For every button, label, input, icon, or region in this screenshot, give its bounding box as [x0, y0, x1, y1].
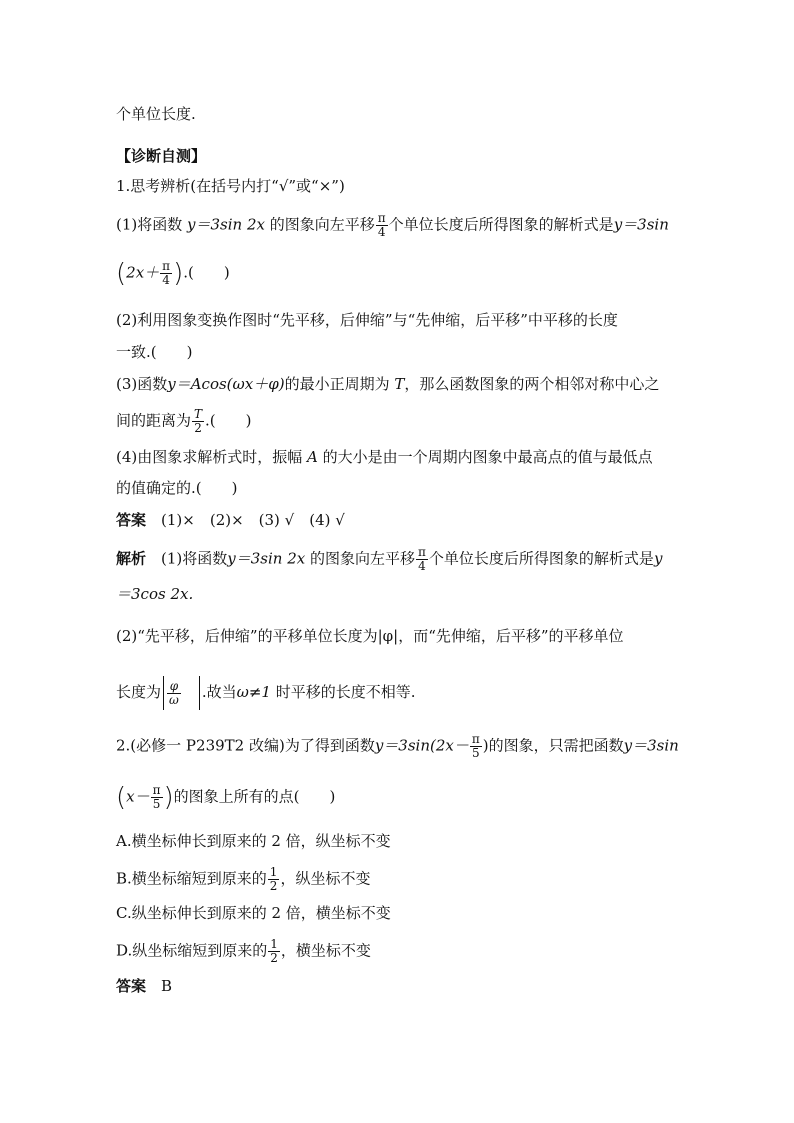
question-1-item-3-cont: 间的距离为 $\frac{T}{2}$ .( ) — [116, 407, 252, 435]
fraction-pi-4: $\frac{\pi}{4}$ — [377, 211, 386, 239]
question-1-item-2-cont: 一致.( ) — [116, 343, 193, 361]
explanation-1-cont: ＝3cos 2x. — [116, 585, 194, 603]
question-1-item-1-cont: (2x＋ $\frac{\pi}{4}$ ).( ) — [116, 258, 230, 289]
option-d: D.纵坐标缩短到原来的 $\frac{1}{2}$ ，横坐标不变 — [116, 937, 371, 965]
option-c: C.纵坐标伸长到原来的 2 倍，横坐标不变 — [116, 904, 391, 922]
question-1-item-4: (4)由图象求解析式时，振幅 A 的大小是由一个周期内图象中最高点的值与最低点 — [116, 448, 653, 466]
question-2-cont: (x－ $\frac{\pi}{5}$ )的图象上所有的点( ) — [116, 782, 336, 813]
question-1-item-2: (2)利用图象变换作图时“先平移，后伸缩”与“先伸缩，后平移”中平移的长度 — [116, 311, 618, 329]
question-1-item-4-cont: 的值确定的.( ) — [116, 479, 238, 497]
answer-1: 答案 (1)× (2)× (3) √ (4) √ — [116, 511, 345, 529]
question-1-title: 1.思考辨析(在括号内打“√”或“×”) — [116, 177, 345, 195]
text-line: 个单位长度. — [116, 105, 196, 123]
explanation-2: (2)“先平移，后伸缩”的平移单位长度为|φ|，而“先伸缩，后平移”的平移单位 — [116, 627, 624, 645]
question-2: 2.(必修一 P239T2 改编)为了得到函数y＝3sin(2x－ $\frac{\pi}{5}$ )的图象，只需把函数y＝3sin — [116, 732, 679, 760]
explanation-2-cont: 长度为 $\frac{\varphi}{\omega}$ .故当ω≠1 时平移的长度不相等. — [116, 676, 416, 710]
question-1-item-1: (1)将函数 y＝3sin 2x 的图象向左平移 $\frac{\pi}{4}$ 个单位长度后所得图象的解析式是y＝3sin — [116, 211, 669, 239]
section-heading: 【诊断自测】 — [116, 147, 207, 165]
option-b: B.横坐标缩短到原来的 $\frac{1}{2}$ ，纵坐标不变 — [116, 865, 371, 893]
explanation-1: 解析 (1)将函数y＝3sin 2x 的图象向左平移 $\frac{\pi}{4}$ 个单位长度后所得图象的解析式是y — [116, 545, 663, 573]
answer-2: 答案 B — [116, 977, 173, 995]
question-1-item-3: (3)函数y＝Acos(ωx＋φ)的最小正周期为 T，那么函数图象的两个相邻对称中心之 — [116, 375, 660, 393]
option-a: A.横坐标伸长到原来的 2 倍，纵坐标不变 — [116, 832, 391, 850]
